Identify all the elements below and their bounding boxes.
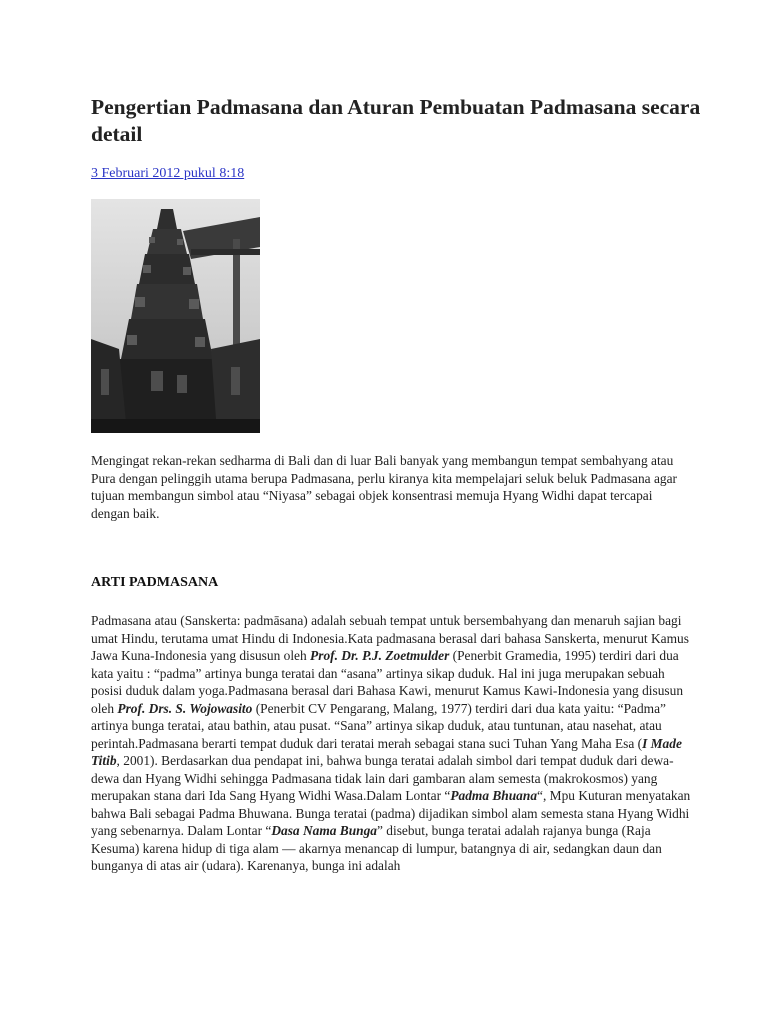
article-title: Pengertian Padmasana dan Aturan Pembuatan Padmasana secara detail [91,95,701,146]
body-text: ” disebut, bunga teratai adalah rajanya bunga (Raja Kesuma) karena hidup di tiga alam — akarnya menancap di lumpur, batangnya di air, sedangkan daun dan bunganya di atas air (udara). Karenanya, bunga ini adalah [91,823,662,873]
intro-paragraph: Mengingat rekan-rekan sedharma di Bali dan di luar Bali banyak yang membangun tempat sembahyang atau Pura dengan pelinggih utama berupa Padmasana, perlu kiranya kita mempelajari seluk beluk Padmasana agar tujuan membangun simbol atau “Niyasa” sebagai objek konsentrasi memuja Hyang Widhi dapat tercapai dengan baik. [91,453,678,521]
lontar-title: Dasa Nama Bunga [271,823,377,838]
body-paragraph [91,612,691,875]
padmasana-photo [91,199,260,433]
date-link[interactable]: 3 Februari 2012 pukul 8:18 [91,166,245,181]
section-heading: ARTI PADMASANA [91,575,219,590]
body-text: Padmasana atau (Sanskerta: padmāsana) adalah sebuah tempat untuk bersembahyang dan menaruh sajian bagi umat Hindu, terutama umat Hindu di Indonesia.Kata padmasana berasal dari bahasa Sanskerta, menurut Kamus Jawa Kuna-Indonesia yang disusun oleh [91,613,689,663]
body-text: , 2001). Berdasarkan dua pendapat ini, bahwa bunga teratai adalah simbol dari tempat duduk dari dewa-dewa dan Hyang Widhi sehingga Padmasana tidak lain dari gambaran alam semesta (makrokosmos) yang merupakan stana dari Ida Sang Hyang Widhi Wasa.Dalam Lontar “ [91,753,674,803]
lontar-title: Padma Bhuana [450,788,538,803]
author-name: I Made Titib [91,735,682,768]
author-name: Prof. Drs. S. Wojowasito [117,700,253,716]
body-text: (Penerbit Gramedia, 1995) terdiri dari dua kata yaitu : “padma” artinya bunga teratai dan “asana” artinya sikap duduk. Hal ini juga merupakan sebuah posisi duduk dalam yoga.Padmasana berasal dari Bahasa Kawi, menurut Kamus Kawi-Indonesia yang disusun oleh [91,648,684,716]
body-text: “, Mpu Kuturan menyatakan bahwa Bali sebagai Padma Bhuwana. Bunga teratai (padma) dijadikan simbol alam semesta stana Hyang Widhi yang sebenarnya. Dalam Lontar “ [91,788,691,838]
body-text: (Penerbit CV Pengarang, Malang, 1977) terdiri dari dua kata yaitu: “Padma” artinya bunga teratai, atau bathin, atau pusat. “Sana” artinya sikap duduk, atau tuntunan, atau nasehat, atau perintah.Padmasana berarti tempat duduk dari teratai merah sebagai stana suci Tuhan Yang Maha Esa ( [91,700,666,751]
author-name: Prof. Dr. P.J. Zoetmulder [310,648,450,663]
